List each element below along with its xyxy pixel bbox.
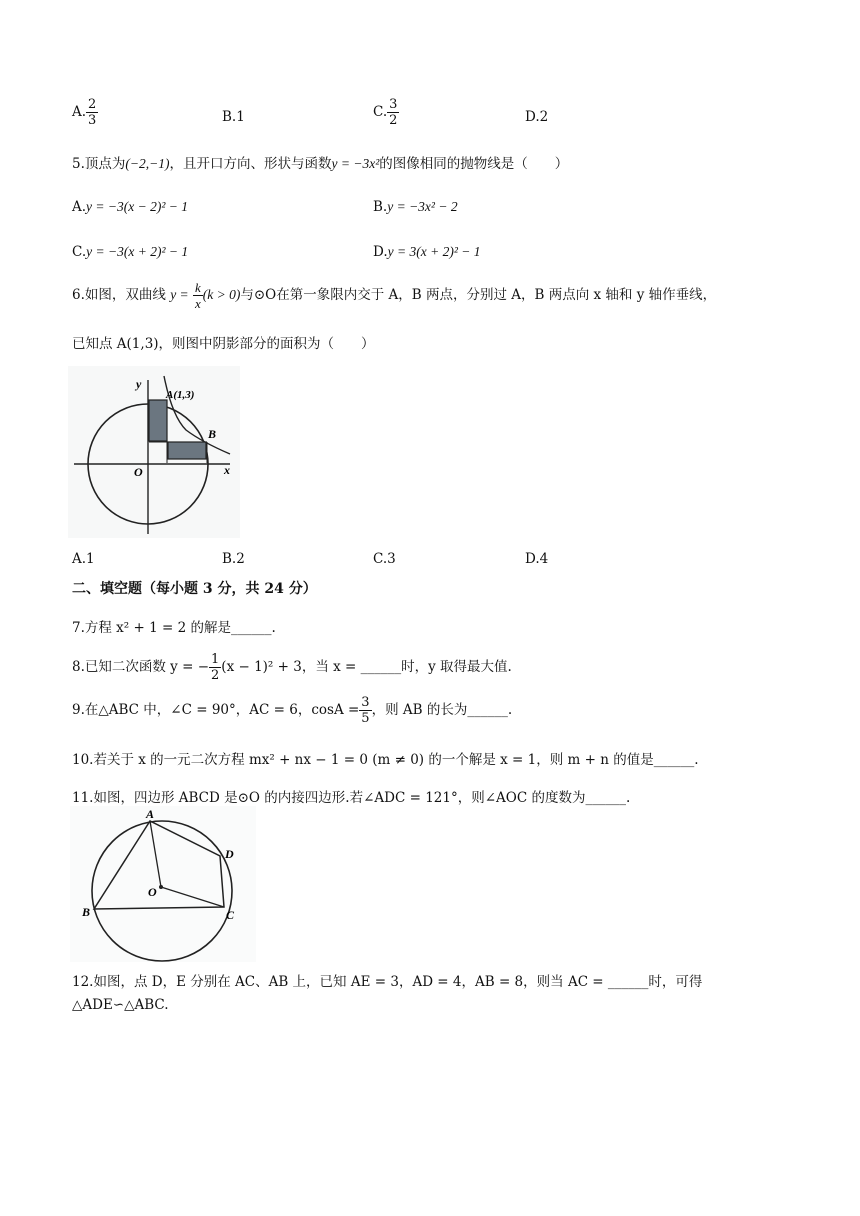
numerator: 3	[361, 695, 370, 710]
q6-option-a: A.1	[72, 551, 95, 567]
denominator: x	[194, 296, 201, 311]
numerator: 3	[389, 97, 398, 112]
option-label: B.	[373, 199, 388, 215]
label-b: B	[82, 905, 91, 919]
denominator: 2	[389, 113, 398, 128]
option-label: C.	[72, 244, 87, 260]
denominator: 5	[361, 711, 370, 726]
fraction	[387, 97, 399, 128]
numerator: 1	[211, 652, 220, 667]
denominator: 3	[88, 113, 97, 128]
label-y: y	[136, 377, 142, 391]
q5-stem	[72, 152, 568, 172]
option-expr: y = −3(x + 2)² − 1	[86, 244, 189, 259]
fraction	[86, 97, 98, 128]
q10-stem: 10.若关于 x 的一元二次方程 mx² + nx − 1 = 0 (m ≠ 0) 的一个解是 x = 1，则 m + n 的值是______.	[72, 752, 699, 768]
q6-option-c: C.3	[373, 551, 396, 567]
numerator: k	[194, 280, 201, 295]
stem-text: 5.顶点为	[72, 156, 126, 172]
stem-text: 与⊙O在第一象限内交于 A，B 两点，分别过 A，B 两点向 x 轴和 y 轴作垂线，	[240, 287, 717, 303]
fraction	[193, 280, 203, 311]
stem-text: ，且开口方向、形状与函数	[169, 156, 332, 172]
q6-stem-line2: 已知点 A(1,3)，则图中阴影部分的面积为（ ）	[72, 336, 375, 352]
vertex-expr: (−2,−1)	[125, 156, 170, 171]
option-label: C.	[373, 104, 388, 120]
figure-background	[68, 366, 240, 538]
center-point	[159, 885, 163, 889]
q5-option-c	[72, 244, 188, 260]
option-label: A.	[72, 199, 87, 215]
stem-text: (x − 1)² + 3，当 x = ______时，y 取得最大值.	[221, 659, 512, 675]
option-label: D.	[373, 244, 388, 260]
label-b: B	[208, 427, 217, 441]
option-label: A.	[72, 104, 87, 120]
label-d: D	[225, 847, 234, 861]
q11-figure	[70, 806, 256, 962]
label-a: A	[146, 807, 155, 821]
q5-option-d	[373, 244, 481, 260]
condition-expr: (k > 0)	[202, 287, 241, 302]
shaded-rect-b	[168, 442, 206, 459]
q4-option-c	[373, 97, 399, 128]
q6-stem-line1	[72, 280, 716, 311]
q5-option-a	[72, 199, 188, 215]
q5-option-b	[373, 199, 458, 215]
stem-text: 6.如图，双曲线	[72, 287, 166, 303]
q12-stem-line1: 12.如图，点 D，E 分别在 AC、AB 上，已知 AE = 3，AD = 4，AB = 8，则当 AC = ______时，可得	[72, 974, 703, 990]
function-expr: y = −3x²	[331, 156, 380, 171]
q7-stem: 7.方程 x² + 1 = 2 的解是______.	[72, 620, 276, 636]
fraction	[209, 652, 221, 683]
shaded-rect-a	[149, 400, 167, 441]
q4-option-a	[72, 97, 98, 128]
option-expr: y = −3(x − 2)² − 1	[86, 199, 189, 214]
q9-stem	[72, 695, 512, 726]
q6-option-b: B.2	[222, 551, 245, 567]
option-expr: y = 3(x + 2)² − 1	[387, 244, 481, 259]
q8-stem	[72, 652, 512, 683]
numerator: 2	[88, 97, 97, 112]
label-o: O	[148, 885, 157, 899]
label-c: C	[226, 908, 235, 922]
q11-stem: 11.如图，四边形 ABCD 是⊙O 的内接四边形.若∠ADC = 121°，则∠AOC 的度数为______.	[72, 790, 631, 806]
q6-figure	[68, 366, 240, 538]
equation-lhs: y =	[170, 287, 189, 302]
stem-text: 8.已知二次函数 y = −	[72, 659, 210, 675]
option-expr: y = −3x² − 2	[387, 199, 458, 214]
q4-option-d: D.2	[525, 109, 549, 125]
label-o: O	[134, 465, 143, 479]
fraction	[359, 695, 371, 726]
denominator: 2	[211, 668, 220, 683]
label-x: x	[224, 463, 230, 477]
label-a: A(1,3)	[166, 389, 195, 401]
q12-stem-line2: △ADE∽△ABC.	[72, 997, 169, 1013]
stem-text: 的图像相同的抛物线是（ ）	[379, 156, 569, 172]
figure-background	[70, 806, 256, 962]
q6-option-d: D.4	[525, 551, 549, 567]
section-heading: 二、填空题（每小题 3 分，共 24 分）	[72, 581, 317, 597]
q4-option-b: B.1	[222, 109, 245, 125]
stem-text: ，则 AB 的长为______.	[371, 702, 513, 718]
stem-text: 9.在△ABC 中，∠C = 90°，AC = 6，cosA =	[72, 702, 360, 718]
